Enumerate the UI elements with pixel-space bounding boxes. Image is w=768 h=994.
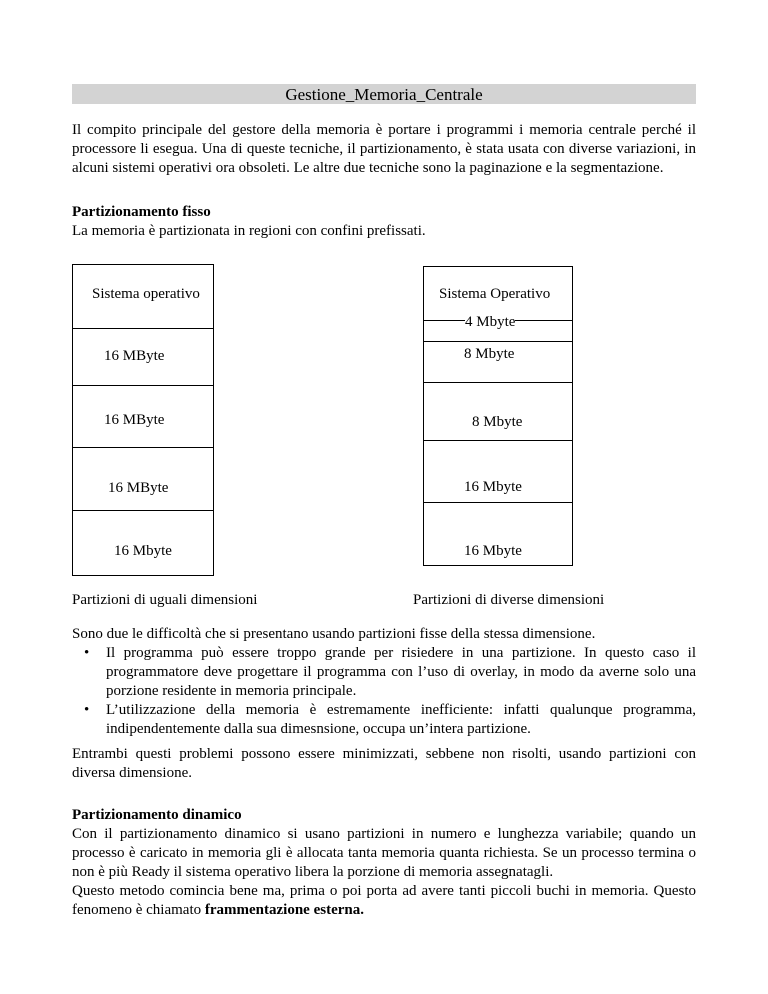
diverse-caption: Partizioni di diverse dimensioni — [413, 592, 605, 608]
bullet-icon: • — [84, 645, 90, 661]
divider — [72, 510, 214, 511]
dynamic-text-2: Questo metodo comincia bene ma, prima o poi porta ad avere tanti piccoli buchi in memoria. Questo fenomeno è chiamato — [72, 883, 696, 918]
dynamic-partitioning-text: Con il partizionamento dinamico si usano partizioni in numero e lunghezza variabile; quando un processo è caricato in memoria gli è allocata tanta memoria quanta richiesta. Se un processo termina o non è più Ready il sistema operativo libera la porzione di memoria assegnatagli. — [72, 826, 696, 880]
difficulties-intro: Sono due le difficoltà che si presentano usando partizioni fisse della stessa dimensione. — [72, 626, 596, 642]
list-item — [72, 701, 696, 739]
external-fragmentation-term: frammentazione esterna. — [204, 902, 364, 918]
list-item — [72, 644, 696, 701]
equal-partition-label: 16 Mbyte — [114, 543, 172, 559]
dynamic-partitioning-text-2 — [72, 882, 696, 920]
divider — [423, 502, 573, 503]
diverse-os-label: Sistema Operativo — [439, 286, 551, 302]
diverse-partition-label: 4 Mbyte — [465, 314, 516, 330]
diverse-partition-label: 8 Mbyte — [464, 346, 515, 362]
equal-os-label: Sistema operativo — [92, 286, 200, 302]
diverse-partition-label: 8 Mbyte — [472, 414, 523, 430]
bullet-icon: • — [84, 702, 90, 718]
divider — [423, 341, 573, 342]
dynamic-partitioning-heading: Partizionamento dinamico — [72, 807, 242, 823]
equal-partition-label: 16 MByte — [108, 480, 169, 496]
minimize-paragraph: Entrambi questi problemi possono essere minimizzati, sebbene non risolti, usando partizioni con diversa dimensione. — [72, 746, 696, 781]
page-title: Gestione_Memoria_Centrale — [72, 84, 696, 104]
divider — [72, 328, 214, 329]
list-item-text: Il programma può essere troppo grande per risiedere in una partizione. In questo caso il programmatore deve progettare il programma con l’uso di overlay, in modo da averne solo una porzione residente in memoria principale. — [106, 645, 696, 699]
equal-caption: Partizioni di uguali dimensioni — [72, 592, 258, 608]
list-item-text: L’utilizzazione della memoria è estremamente inefficiente: infatti qualunque programma, indipendentemente dalla sua dimesnsione, occupa un’intera partizione. — [106, 702, 696, 737]
divider — [423, 382, 573, 383]
equal-partition-label: 16 MByte — [104, 348, 165, 364]
equal-partition-label: 16 MByte — [104, 412, 165, 428]
diverse-partition-label: 16 Mbyte — [464, 543, 522, 559]
diverse-partition-label: 16 Mbyte — [464, 479, 522, 495]
divider — [72, 447, 214, 448]
divider — [423, 440, 573, 441]
fixed-partitioning-heading: Partizionamento fisso — [72, 204, 211, 220]
divider — [72, 385, 214, 386]
fixed-partitioning-text: La memoria è partizionata in regioni con confini prefissati. — [72, 223, 426, 239]
difficulties-list — [72, 644, 696, 739]
intro-paragraph: Il compito principale del gestore della memoria è portare i programmi i memoria centrale perché il processore li esegua. Una di queste tecniche, il partizionamento, è stata usata con diverse variazioni, in alcuni sistemi operativi ora obsoleti. Le altre due tecniche sono la paginazione e la segmentazione. — [72, 122, 696, 176]
